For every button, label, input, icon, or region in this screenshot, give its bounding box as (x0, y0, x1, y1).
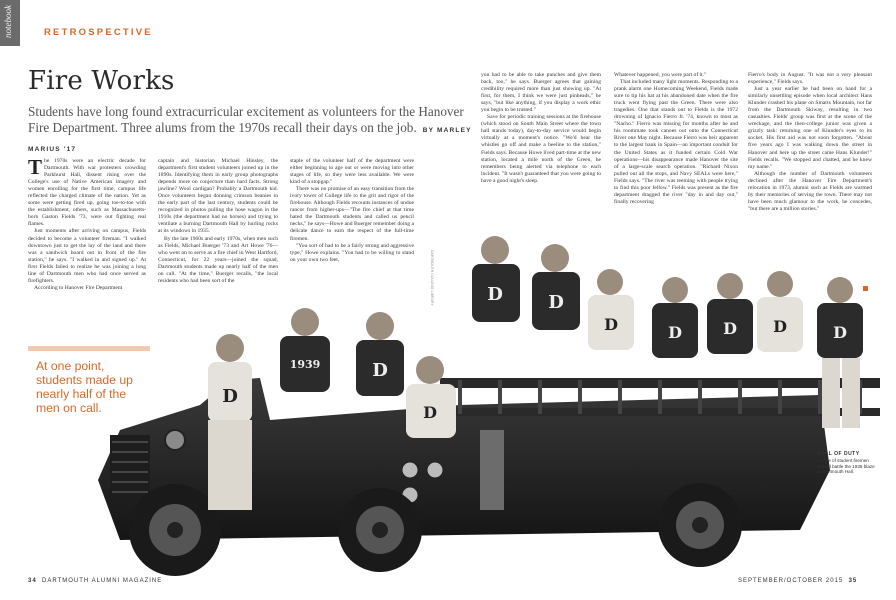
jersey-letter: D (604, 315, 618, 334)
issue-date: SEPTEMBER/OCTOBER 2015 (738, 578, 844, 584)
body-paragraph: "You sort of had to be a fairly strong and aggressive type," Howe explains. "You had to be willing to stand on your own two feet, (290, 242, 414, 263)
publication-name: DARTMOUTH ALUMNI MAGAZINE (42, 578, 163, 584)
caption-heading: CALL OF DUTY (817, 451, 860, 457)
jersey-letter: D (487, 284, 503, 305)
truck-wheel (658, 483, 742, 567)
photo-caption (817, 452, 875, 475)
jersey-letter: D (222, 386, 238, 407)
fireman-figure (707, 273, 753, 354)
body-paragraph: According to Hanover Fire Department (34, 284, 123, 291)
fireman-figure (356, 312, 404, 396)
body-paragraph: Although the number of Dartmouth volunteers declined after the Hanover Fire Department's relocation in 1973, alumni such as Fields are warmed by their memories of serving the town. There may not have been much glamour to the work, he concedes, "but there are a million stories." (748, 170, 872, 212)
jersey-number: 1939 (289, 358, 321, 371)
tab-label: notebook (3, 5, 13, 38)
fireman-figure (817, 277, 863, 428)
truck-wheel (129, 484, 221, 576)
fireman-figure (652, 277, 698, 358)
body-column-4 (481, 72, 601, 185)
body-paragraph: Save for periodic training sessions at the firehouse (which stood on South Main Street where the town hall stands today), day-to-day service would begin virtually at a moment's notice. "We'd hear the whistles go off and make a beeline to the station," Fields says. Because Howe lived part-time at the new station, located a mile north of the Green, he remembers being alerted via telephone to each incident. "It wasn't guaranteed that you were going to have a good night's sleep. (481, 114, 601, 184)
body-paragraph: staple of the volunteer half of the department were either beginning to age out or were moving into other stages of life, so they were less available. We were kind of a stopgap." (290, 158, 414, 186)
fireman-figure (208, 334, 252, 510)
jersey-letter: D (548, 292, 564, 313)
body-paragraph: you had to be able to take punches and give them back, too," he says. Buerger agrees that gaining credibility required more than just showing up. "At first, for them, I think we were just pinheads," he says, "but like anything, if you display a work ethic you begin to be trusted." (481, 72, 601, 114)
body-paragraph (28, 155, 146, 228)
jersey-letter: D (668, 323, 682, 342)
deck-text: Students have long found extracurricular excitement as volunteers for the Hanover Fire Department. Three alums from the 1970s recall their days on the job. (28, 104, 464, 135)
body-paragraph: There was no promise of an easy transition from the ivory tower of College life to the grit and rigor of the firehouse. Although Fields recounts instances of undue rancor from higher-ups—"The fire chief at that time hated the Dartmouth students and called us pencil necks," he says—Howe and Buerger remember doing a delicate dance to earn the respect of the full-time firemen. (290, 186, 414, 242)
byline: BY MARLEY MARIUS '17 (28, 127, 472, 153)
truck-wheel (338, 488, 422, 572)
body-paragraph: Fierro's body in August. "It was not a very pleasant experience," Fields says. (748, 72, 872, 86)
caption-text: A crew of student firemen helped battle the 1935 blaze at Dartmouth Hall. (817, 457, 875, 475)
fireman-figure (472, 236, 520, 322)
body-paragraph: Just moments after arriving on campus, Fields decided to become a volunteer fireman. "I walked downtown just to get the lay of the land and there was a sandwich board out in front of the fire station," he says. "I walked in and signed up." At first Fields failed to realize he was joining a long line of Dartmouth men who had once served as firefighters. (28, 228, 146, 284)
photo-credit: DARTMOUTH COLLEGE LIBRARY (430, 250, 434, 306)
fireman-figure (532, 244, 580, 330)
folio-right (738, 578, 857, 584)
body-paragraph: captain and historian Michael Hinsley, the department's first student volunteers joined up in the 1890s. Identifying them in early group photographs depends more on conjecture than hard facts. Strong jawline? Wool cardigan? Probably a Dartmouth kid. Once volunteers began donning crimson beanies in the early part of the last century, students could be recognized in photos pulling the hose wagon in the 1910s (the department had no horses) and trying to ventilate a burning Dartmouth Hall by hurling rocks at its windows in 1935. (158, 158, 278, 235)
body-paragraph: Just a year earlier he had been on hand for a similarly unsettling episode when local architect Hans Klunder crashed his plane on Smarts Mountain, not far from the Dartmouth Skiway, resulting in two casualties. Fields' group was first at the scene of the wreckage, and the then-college junior was given a grizzly task: returning one of Klunder's eyes to its socket. His first aid was not soon forgotten. "About five years ago I was walking down the street in Hanover and here up the street came Hans Klunder!" Fields recalls. "We stopped and chatted, and he knew my name." (748, 86, 872, 170)
notebook-tab (0, 0, 20, 46)
jersey-letter: D (723, 319, 737, 338)
article-title: Fire Works (28, 66, 175, 96)
jersey-letter: D (372, 360, 388, 381)
body-paragraph: Whatever happened, you were part of it." (614, 72, 707, 78)
body-paragraph: By the late 1960s and early 1970s, when men such as Fields, Michael Buerger '73 and Art Howe '76—who went on to serve as a fire chief in West Hartford, Connecticut, for 22 years—joined the squad, Dartmouth students made up nearly half of the men on call. "At the time," Buerger recalls, "the local residents who had been sort of the (158, 235, 278, 284)
fireman-figure (757, 271, 803, 352)
drop-cap: T (28, 155, 43, 179)
folio-left (28, 578, 162, 584)
fireman-figure (588, 269, 634, 350)
fireman-figure (406, 356, 456, 438)
paragraph-text: he 1970s were an electric decade for Dartmouth. With war protesters crowding Parkhurst Hall, dissent rising over the College's use of Native American imagery and women enrolling for the first time, campus life reflected the charged climate of the nation. Yet as some were getting fired up, going toe-to-toe with the establishment, others, such as Massachusetts-born Gaston Fields '73, were out fighting real flames. (28, 158, 146, 228)
page-number: 35 (848, 578, 858, 584)
pull-quote: At one point, students made up nearly half of the men on call. (28, 346, 150, 415)
body-column-5 (614, 72, 738, 206)
jersey-letter: D (423, 403, 437, 422)
fireman-figure (280, 308, 330, 392)
fire-truck-photo (80, 230, 896, 580)
jersey-letter: D (833, 323, 847, 342)
section-label: RETROSPECTIVE (44, 27, 153, 38)
page-number: 34 (28, 578, 37, 584)
article-deck (28, 104, 478, 158)
body-paragraph: That included many light moments. Responding to a prank alarm one Homecoming Weekend, Fields made sure to tip his hat at his abandoned date when the fire truck went flying past the Green. There were also tragedies. One that stands out to Fields is the 1972 drowning of Ignacio Fierro Jr. '74, known to most as "Nacho." Fierro was missing for months after he and his roommate took canoes out onto the Connecticut River one May night. Because Fierro was heir apparent to the largest bank in Spain—an important conduit for the United States as it funded certain Cold War operations—his disappearance made Hanover the site of a large-scale search operation. "Richard Nixon pulled out all the stops, and Navy SEALs were here," Fields says. "The river was teeming with people trying to find this poor fellow." Fields was present as the fire department dragged the river "day in and day out," finally recovering (614, 79, 738, 205)
body-column-6 (748, 72, 872, 213)
jersey-letter: D (773, 317, 787, 336)
